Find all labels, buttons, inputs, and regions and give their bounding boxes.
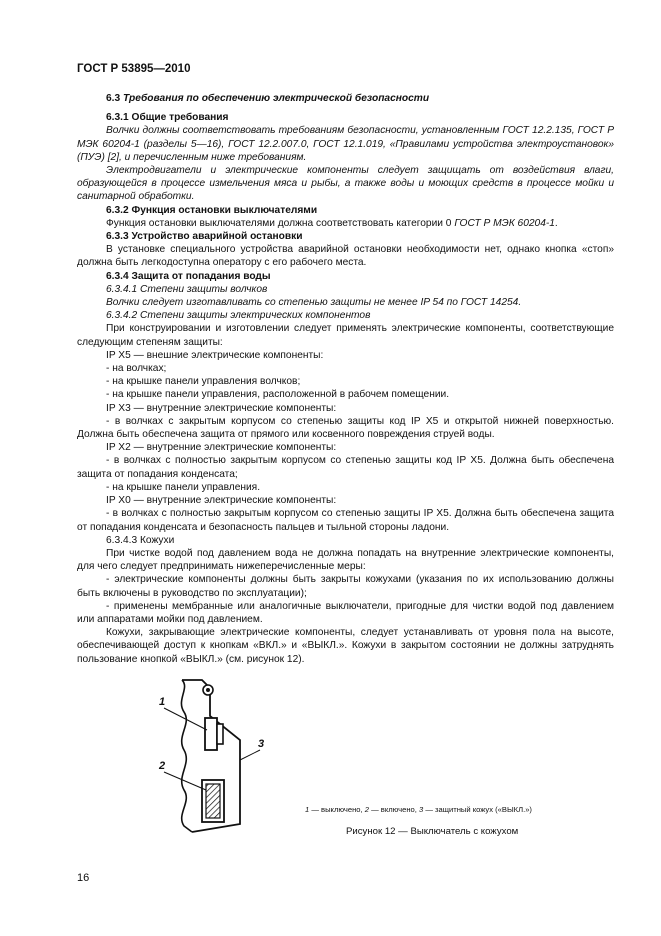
subsection-6-3-4-2-heading: 6.3.4.2 Степени защиты электрических компонентов (106, 310, 371, 322)
paragraph: При чистке водой под давлением вода не должна попадать на внутренние электрические компоненты, для чего следует предпринимать нижеперечисленные меры: (77, 547, 614, 573)
paragraph: Волчки следует изготавливать со степенью защиты не менее IP 54 по ГОСТ 14254. (106, 297, 522, 309)
list-title: IP X5 — внешние электрические компоненты: (106, 349, 324, 361)
figure-label-2: 2 (159, 760, 166, 772)
off-switch-button (217, 724, 223, 744)
list-item: - на волчках; (106, 363, 167, 375)
subsection-6-3-4-3-heading: 6.3.4.3 Кожухи (106, 534, 175, 546)
list-item: - применены мембранные или аналогичные выключатели, пригодные для чистки водой под давлением или аппаратами мойки под давлением. (77, 600, 614, 625)
section-heading (77, 92, 614, 105)
page-number: 16 (77, 872, 90, 884)
list-item: - в волчках с полностью закрытым корпусом со степенью защиты IP X5. Должна быть обеспечена защита от попадания конденсата и безопасность пальцев и тыльной стороны ладони. (77, 508, 614, 533)
paragraph: Кожухи, закрывающие электрические компоненты, следует устанавливать от уровня пола на высоте, обеспечивающей доступ к кнопкам «ВКЛ.» и «ВЫКЛ.». Кожухи в закрытом состоянии не должны затруднять пользование кнопкой «ВЫКЛ.» (см. рисунок 12). (77, 627, 614, 665)
list-title: IP X2 — внутренние электрические компоненты: (106, 442, 337, 454)
subsection-6-3-1-heading: 6.3.1 Общие требования (106, 112, 229, 124)
section-title: Требования по обеспечению электрической безопасности (123, 93, 430, 104)
section-number: 6.3 (106, 93, 121, 104)
paragraph: Функция остановки выключателями должна соответствовать категории 0 ГОСТ Р МЭК 60204-1. (106, 217, 558, 229)
list-item: - в волчках с полностью закрытым корпусом со степенью защиты код IP X5. Должна быть обеспечена защита от попадания конденсата; (77, 455, 614, 480)
panel-break-line (181, 680, 192, 832)
list-title: IP X3 — внутренние электрические компоненты: (106, 402, 337, 414)
paragraph: При конструировании и изготовлении следует применять электрические компоненты, соответствующие следующим степеням защиты: (77, 323, 614, 348)
subsection-6-3-3-heading: 6.3.3 Устройство аварийной остановки (106, 231, 303, 243)
list-item: - электрические компоненты должны быть закрыты кожухами (указания по их использованию должны быть включены в руководство по эксплуатации); (77, 574, 614, 599)
paragraph: Электродвигатели и электрические компоненты следует защищать от воздействия влаги, образующейся в процессе измельчения мяса и рыбы, а также воды и моющих средств в процессе мойки и санитарной обработки. (77, 165, 614, 203)
list-item: - на крышке панели управления. (106, 481, 261, 493)
subsection-6-3-4-1-heading: 6.3.4.1 Степени защиты волчков (106, 283, 268, 295)
paragraph: В установке специального устройства аварийной остановки необходимости нет, однако кнопка «стоп» должна быть легкодоступна оператору с его рабочего места. (77, 244, 614, 269)
leader-line-2 (164, 772, 206, 790)
figure-caption: Рисунок 12 — Выключатель с кожухом (346, 826, 519, 837)
subsection-6-3-4-heading: 6.3.4 Защита от попадания воды (106, 270, 271, 282)
figure-label-3: 3 (258, 738, 265, 750)
document-body (77, 92, 614, 666)
list-title: IP X0 — внутренние электрические компоненты: (106, 495, 337, 507)
subsection-6-3-2-heading: 6.3.2 Функция остановки выключателями (106, 204, 318, 216)
paragraph: Волчки должны соответствовать требованиям безопасности, установленным ГОСТ 12.2.135, ГОСТ Р МЭК 60204-1 (разделы 5—16), ГОСТ 12.2.007.0, ГОСТ 12.1.019, «Правилами устройства электроустановок» (ПУЭ) [2], и перечисленным ниже требованиям. (77, 125, 614, 163)
list-item: - в волчках с закрытым корпусом со степенью защиты код IP X5 и открытой нижней поверхностью. Должна быть обеспечена защита от прямого или косвенного повреждения струей воды. (77, 415, 614, 441)
figure-legend: 1 — выключено, 2 — включено, 3 — защитный кожух («ВЫКЛ.») (305, 805, 532, 814)
document-header: ГОСТ Р 53895—2010 (77, 63, 191, 75)
list-item: - на крышке панели управления волчков; (106, 376, 301, 388)
on-switch-hatch (206, 784, 220, 818)
list-item: - на крышке панели управления, расположенной в рабочем помещении. (106, 389, 450, 401)
figure-label-1: 1 (159, 696, 166, 708)
leader-line-3 (240, 750, 260, 760)
switch-cover-drawing (150, 678, 270, 838)
off-switch-body (205, 718, 217, 750)
